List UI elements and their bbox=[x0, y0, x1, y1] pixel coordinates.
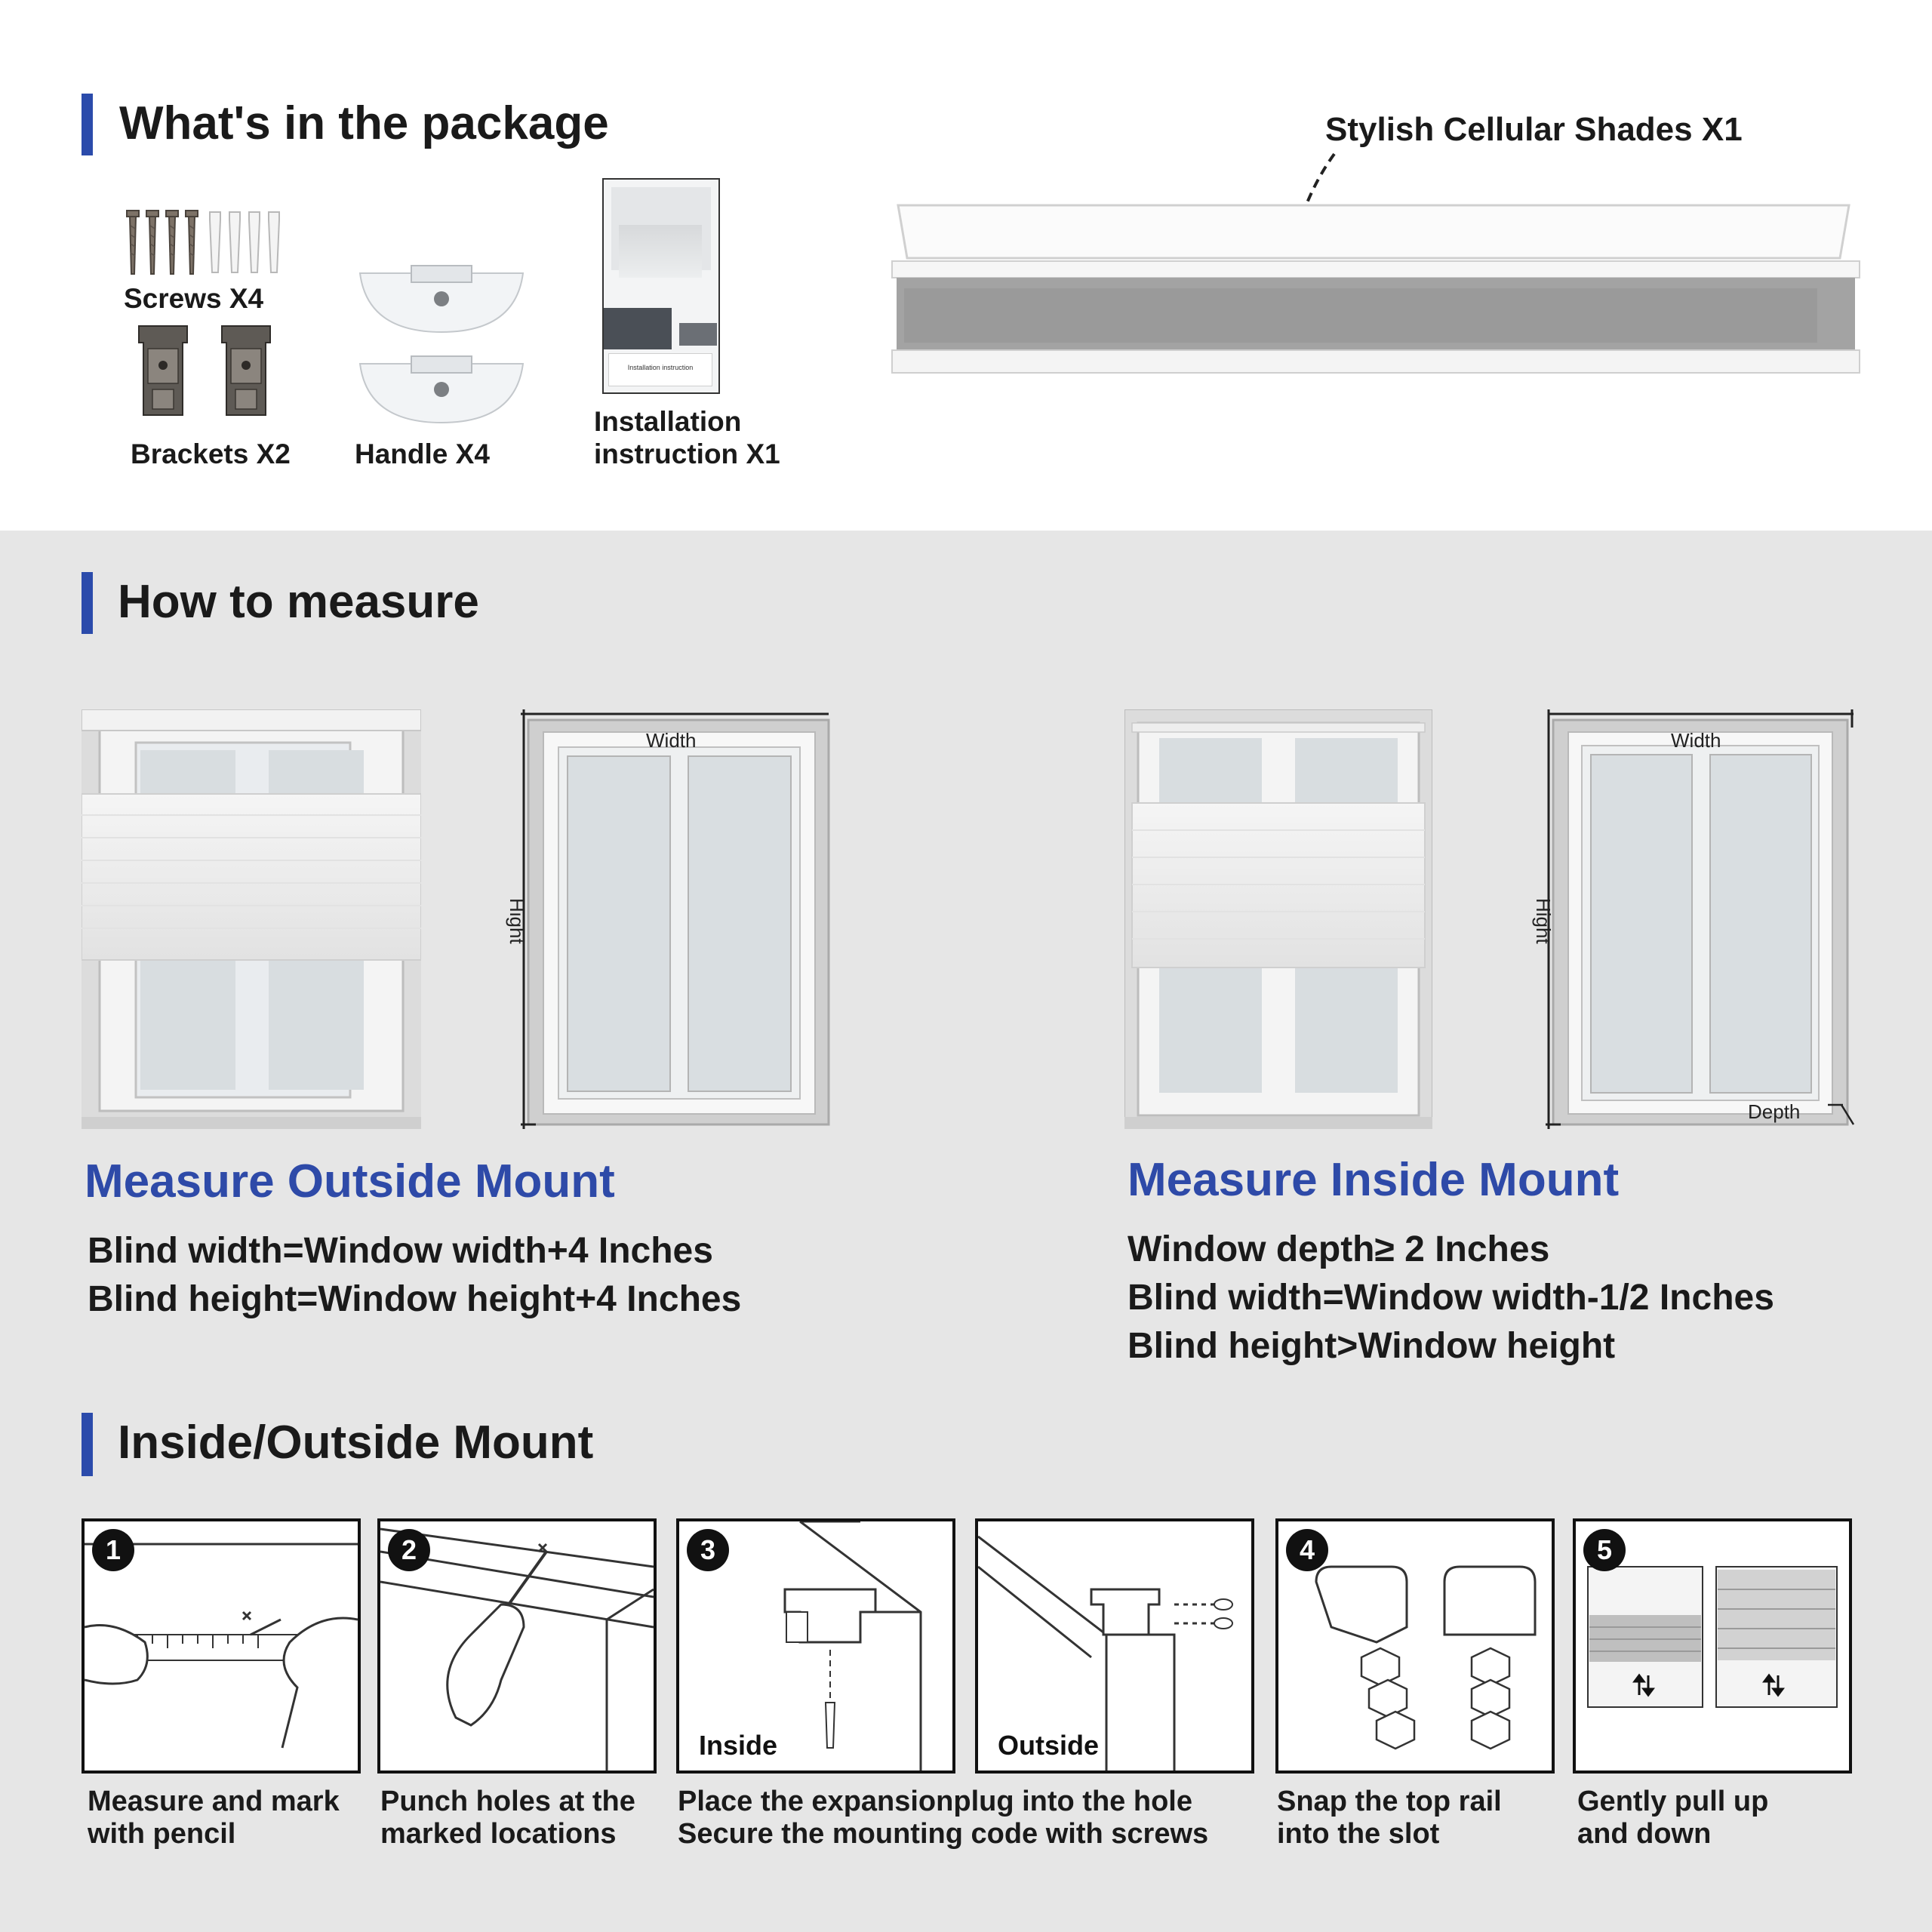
shade-label: Stylish Cellular Shades X1 bbox=[1325, 111, 1743, 148]
depth-label: Depth bbox=[1748, 1100, 1801, 1123]
shade-product-image bbox=[891, 195, 1864, 383]
step-2-caption-line1: Punch holes at the bbox=[380, 1786, 635, 1817]
step-1-caption-line1: Measure and mark bbox=[88, 1786, 340, 1817]
step-1-number: 1 bbox=[92, 1529, 134, 1571]
step-3-inside-panel bbox=[676, 1518, 955, 1774]
package-heading-accent bbox=[82, 94, 93, 155]
instruction-label-line2: instruction X1 bbox=[594, 438, 780, 469]
outside-spec-line: Blind height=Window height+4 Inches bbox=[88, 1279, 742, 1319]
step-1-caption-line2: with pencil bbox=[88, 1818, 236, 1850]
measure-heading-accent bbox=[82, 572, 93, 634]
step-2-caption-line2: marked locations bbox=[380, 1818, 617, 1850]
inside-spec-line: Blind height>Window height bbox=[1128, 1326, 1616, 1366]
instruction-label-line1: Installation bbox=[594, 406, 742, 437]
inside-spec-line: Window depth≥ 2 Inches bbox=[1128, 1229, 1550, 1269]
outside-spec-line: Blind width=Window width+4 Inches bbox=[88, 1231, 713, 1271]
step-4-caption-line1: Snap the top rail bbox=[1277, 1786, 1502, 1817]
step-5-caption-line2: and down bbox=[1577, 1818, 1712, 1850]
step-4-number: 4 bbox=[1286, 1529, 1328, 1571]
handles-image bbox=[358, 264, 525, 426]
step-4-panel bbox=[1275, 1518, 1555, 1774]
inside-mount-title: Measure Inside Mount bbox=[1128, 1154, 1620, 1206]
mount-heading: Inside/Outside Mount bbox=[118, 1417, 594, 1469]
step-5-number: 5 bbox=[1583, 1529, 1626, 1571]
inside-height-label: Hight bbox=[1532, 898, 1555, 944]
screws-image bbox=[121, 208, 294, 283]
brackets-image bbox=[136, 323, 276, 421]
step-3-outside-panel bbox=[975, 1518, 1254, 1774]
outside-label: Outside bbox=[998, 1730, 1100, 1761]
step-3-caption-line1: Place the expansionplug into the hole bbox=[678, 1786, 1192, 1817]
inside-label: Inside bbox=[699, 1730, 778, 1761]
booklet-title: Installation instruction bbox=[627, 364, 694, 371]
outside-height-label: Hight bbox=[506, 898, 528, 944]
instruction-booklet-image bbox=[602, 178, 720, 394]
screws-label: Screws X4 bbox=[124, 283, 264, 314]
outside-width-label: Width bbox=[646, 729, 697, 752]
inside-measure-diagram bbox=[1546, 709, 1855, 1129]
inside-width-label: Width bbox=[1671, 729, 1721, 752]
inside-spec-line: Blind width=Window width-1/2 Inches bbox=[1128, 1278, 1774, 1318]
handles-label: Handle X4 bbox=[355, 438, 490, 469]
step-4-caption-line2: into the slot bbox=[1277, 1818, 1440, 1850]
step-1-panel bbox=[82, 1518, 361, 1774]
outside-measure-diagram bbox=[521, 709, 830, 1129]
step-5-caption-line1: Gently pull up bbox=[1577, 1786, 1769, 1817]
outside-mount-title: Measure Outside Mount bbox=[85, 1155, 615, 1208]
outside-mount-window-image bbox=[82, 709, 421, 1129]
step-2-number: 2 bbox=[388, 1529, 430, 1571]
step-3-number: 3 bbox=[687, 1529, 729, 1571]
brackets-label: Brackets X2 bbox=[131, 438, 291, 469]
step-5-panel bbox=[1573, 1518, 1852, 1774]
measure-heading: How to measure bbox=[118, 576, 479, 628]
mount-heading-accent bbox=[82, 1413, 93, 1476]
inside-mount-window-image bbox=[1124, 709, 1432, 1129]
step-2-panel bbox=[377, 1518, 657, 1774]
step-3-caption-line2: Secure the mounting code with screws bbox=[678, 1818, 1209, 1850]
package-heading: What's in the package bbox=[119, 97, 609, 149]
